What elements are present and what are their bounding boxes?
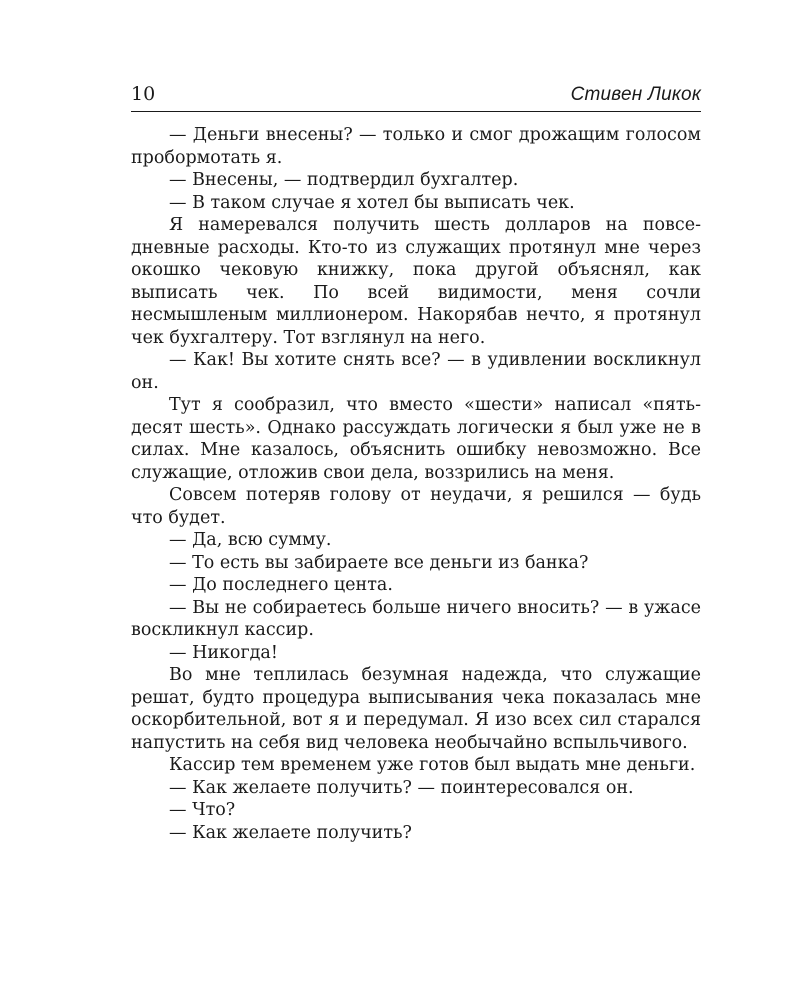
page-number: 10 <box>131 83 156 105</box>
paragraph: — Что? <box>169 800 236 820</box>
paragraph: — Как! Вы хотите снять все? — в удивлении воскликнул он. <box>131 350 701 393</box>
paragraph: Я намеревался получить шесть долларов на повседневные расходы. Кто-то из служащих протянул мне через окошко чековую книжку, пока другой объяснял, как выписать чек. По всей видимости, меня сочли несмышленым миллионером. Накорябав нечто, я протянул чек бухгалтеру. Тот взглянул на него. <box>131 215 701 348</box>
paragraph: — В таком случае я хотел бы выписать чек. <box>169 192 575 213</box>
paragraph: — Как желаете получить? — поинтересовался он. <box>169 777 634 798</box>
paragraph: — До последнего цента. <box>169 575 393 595</box>
paragraph: — Как желаете получить? <box>169 822 412 843</box>
paragraph: Во мне теплилась безумная надежда, что служащие решат, будто процедура выписывания чека показалась мне оскорбительной, вот я и передумал. Я изо всех сил старался напустить на себя вид человека необычайно вспыльчивого. <box>131 665 701 753</box>
paragraph: Совсем потеряв голову от неудачи, я решился — будь что будет. <box>131 485 701 528</box>
running-head <box>131 82 701 112</box>
running-head-author: Стивен Ликок <box>570 84 701 105</box>
paragraph: — Никогда! <box>169 642 278 663</box>
paragraph: — Деньги внесены? — только и смог дрожащим голосом пробормотать я. <box>131 125 701 168</box>
paragraph: — Внесены, — подтвердил бухгалтер. <box>169 170 519 190</box>
paragraph: — Да, всю сумму. <box>169 530 332 550</box>
paragraph: — Вы не собираетесь больше ничего вносить? — в ужасе воскликнул кассир. <box>131 597 701 640</box>
paragraph: — То есть вы забираете все деньги из банка? <box>169 552 589 573</box>
paragraph: Кассир тем временем уже готов был выдать мне деньги. <box>169 755 696 775</box>
body-text <box>131 124 701 844</box>
book-page <box>131 82 701 844</box>
paragraph: Тут я сообразил, что вместо «шести» написал «пятьдесят шесть». Однако рассуждать логически я был уже не в силах. Мне казалось, объяснить ошибку невозможно. Все служащие, отложив свои дела, воззрились на меня. <box>131 395 701 483</box>
